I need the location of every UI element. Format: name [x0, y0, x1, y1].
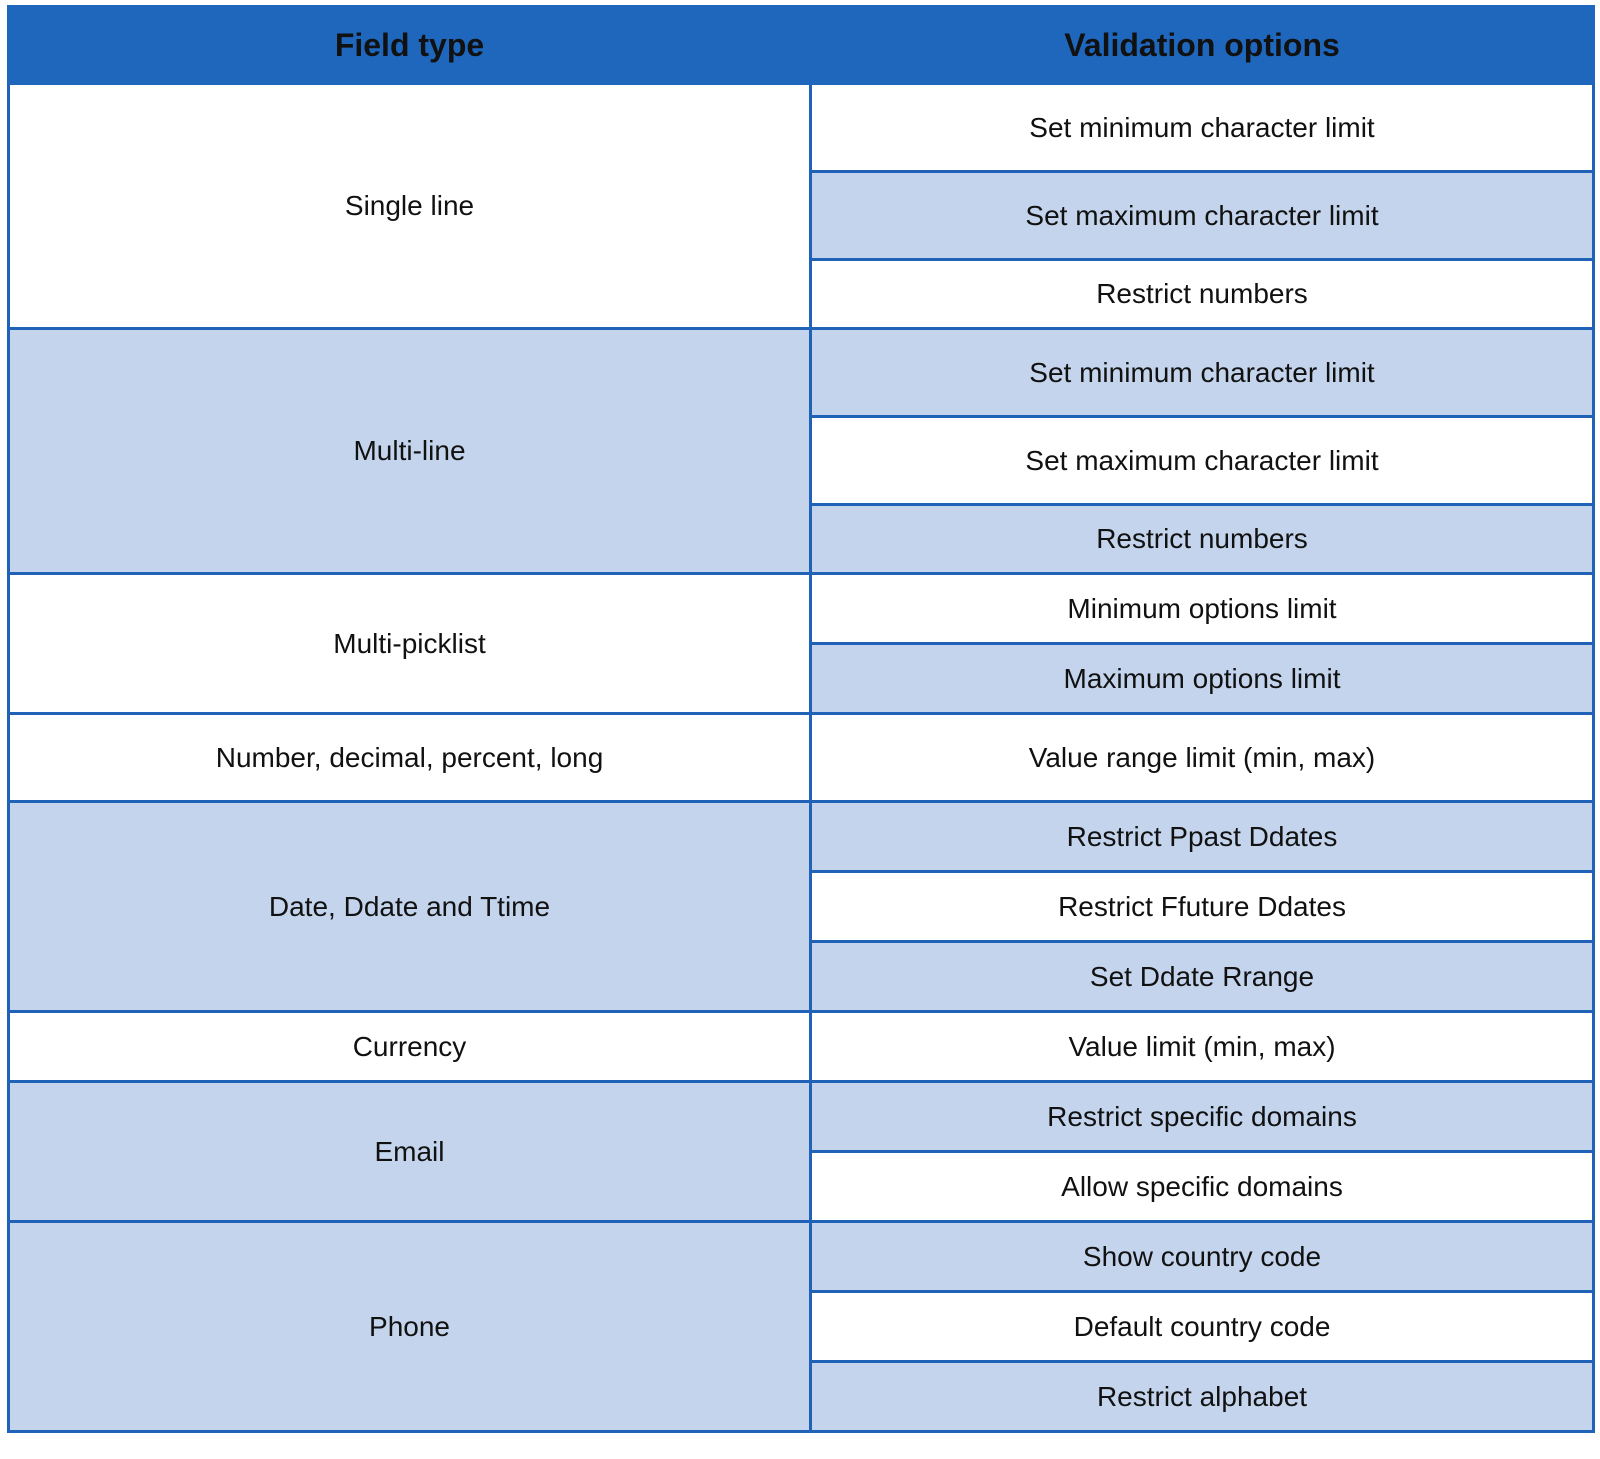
validation-option-cell: Restrict alphabet — [811, 1362, 1594, 1432]
field-type-cell: Email — [9, 1082, 811, 1222]
table-row — [9, 329, 1594, 417]
table-row — [9, 1082, 1594, 1152]
header-row — [9, 7, 1594, 84]
validation-option-cell: Restrict numbers — [811, 505, 1594, 574]
table-row — [9, 1012, 1594, 1082]
validation-option-cell: Minimum options limit — [811, 574, 1594, 644]
field-type-cell: Date, Ddate and Ttime — [9, 802, 811, 1012]
validation-option-cell: Value range limit (min, max) — [811, 714, 1594, 802]
header-validation-options: Validation options — [811, 7, 1594, 84]
field-type-cell: Single line — [9, 84, 811, 329]
field-type-cell: Phone — [9, 1222, 811, 1432]
validation-option-cell: Restrict numbers — [811, 260, 1594, 329]
table-row — [9, 1222, 1594, 1292]
validation-option-cell: Set maximum character limit — [811, 417, 1594, 505]
table-row — [9, 802, 1594, 872]
field-type-cell: Number, decimal, percent, long — [9, 714, 811, 802]
validation-option-cell: Restrict Ffuture Ddates — [811, 872, 1594, 942]
validation-option-cell: Set minimum character limit — [811, 84, 1594, 172]
validation-option-cell: Set Ddate Rrange — [811, 942, 1594, 1012]
validation-option-cell: Restrict Ppast Ddates — [811, 802, 1594, 872]
table-row — [9, 84, 1594, 172]
field-type-cell: Multi-line — [9, 329, 811, 574]
table-row — [9, 714, 1594, 802]
field-type-cell: Currency — [9, 1012, 811, 1082]
validation-option-cell: Default country code — [811, 1292, 1594, 1362]
validation-option-cell: Set minimum character limit — [811, 329, 1594, 417]
header-field-type: Field type — [9, 7, 811, 84]
validation-option-cell: Allow specific domains — [811, 1152, 1594, 1222]
validation-options-table — [7, 5, 1595, 1433]
validation-option-cell: Value limit (min, max) — [811, 1012, 1594, 1082]
validation-option-cell: Set maximum character limit — [811, 172, 1594, 260]
validation-option-cell: Restrict specific domains — [811, 1082, 1594, 1152]
table-row — [9, 574, 1594, 644]
validation-option-cell: Maximum options limit — [811, 644, 1594, 714]
field-type-cell: Multi-picklist — [9, 574, 811, 714]
validation-option-cell: Show country code — [811, 1222, 1594, 1292]
